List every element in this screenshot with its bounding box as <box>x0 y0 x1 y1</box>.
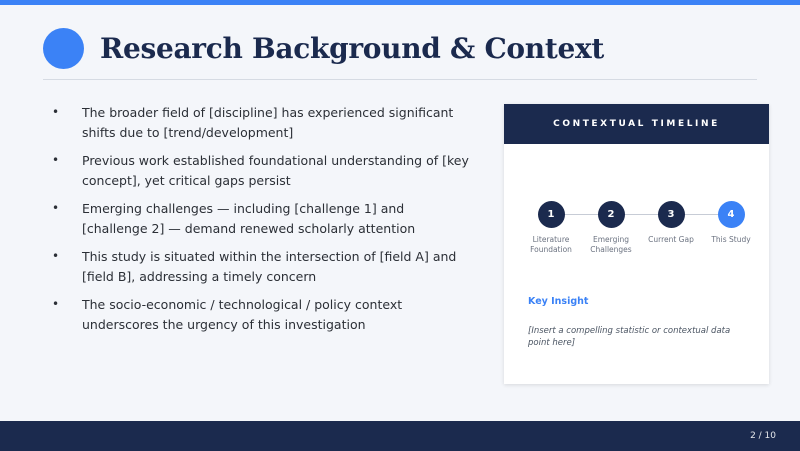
bullet-item <box>52 247 472 286</box>
step-number-badge: 2 <box>598 201 625 228</box>
bullet-text: This study is situated within the intersection of [field A] and [field B], addressing a timely concern <box>82 249 457 284</box>
bullet-marker: • <box>52 153 60 167</box>
page-number: 2 / 10 <box>750 431 776 441</box>
footer-bar <box>0 421 800 451</box>
step-number-badge: 3 <box>658 201 685 228</box>
top-accent-bar <box>0 0 800 5</box>
bullet-marker: • <box>52 201 60 215</box>
step-label: Emerging Challenges <box>590 235 632 254</box>
bullet-text: The socio-economic / technological / policy context underscores the urgency of this investigation <box>82 297 403 332</box>
bullet-marker: • <box>52 105 60 119</box>
key-insight-text: [Insert a compelling statistic or contextual data point here] <box>528 326 731 348</box>
title-accent-dot <box>43 28 84 69</box>
step-number-badge-active: 4 <box>718 201 745 228</box>
bullet-text: The broader field of [discipline] has experienced significant shifts due to [trend/development] <box>82 105 454 140</box>
bullet-item <box>52 151 472 190</box>
bullet-marker: • <box>52 297 60 311</box>
bullet-marker: • <box>52 249 60 263</box>
timeline-step-1 <box>521 201 581 255</box>
bullet-text: Previous work established foundational understanding of [key concept], yet critical gaps persist <box>82 153 469 188</box>
bullet-item <box>52 103 472 142</box>
bullet-list <box>52 103 472 343</box>
step-label: Current Gap <box>648 235 694 244</box>
step-number-badge: 1 <box>538 201 565 228</box>
bullet-item <box>52 295 472 334</box>
contextual-timeline-card <box>504 104 769 384</box>
slide-title: Research Background & Context <box>100 32 605 65</box>
timeline-step-2 <box>581 201 641 255</box>
key-insight-heading: Key Insight <box>528 296 589 307</box>
bullet-item <box>52 199 472 238</box>
step-label: This Study <box>711 235 751 244</box>
step-label: Literature Foundation <box>530 235 572 254</box>
bullet-text: Emerging challenges — including [challenge 1] and [challenge 2] — demand renewed scholarly attention <box>82 201 416 236</box>
timeline <box>504 201 769 271</box>
timeline-step-4 <box>701 201 761 245</box>
title-divider <box>43 79 757 80</box>
card-header: CONTEXTUAL TIMELINE <box>504 104 769 144</box>
timeline-step-3 <box>641 201 701 245</box>
